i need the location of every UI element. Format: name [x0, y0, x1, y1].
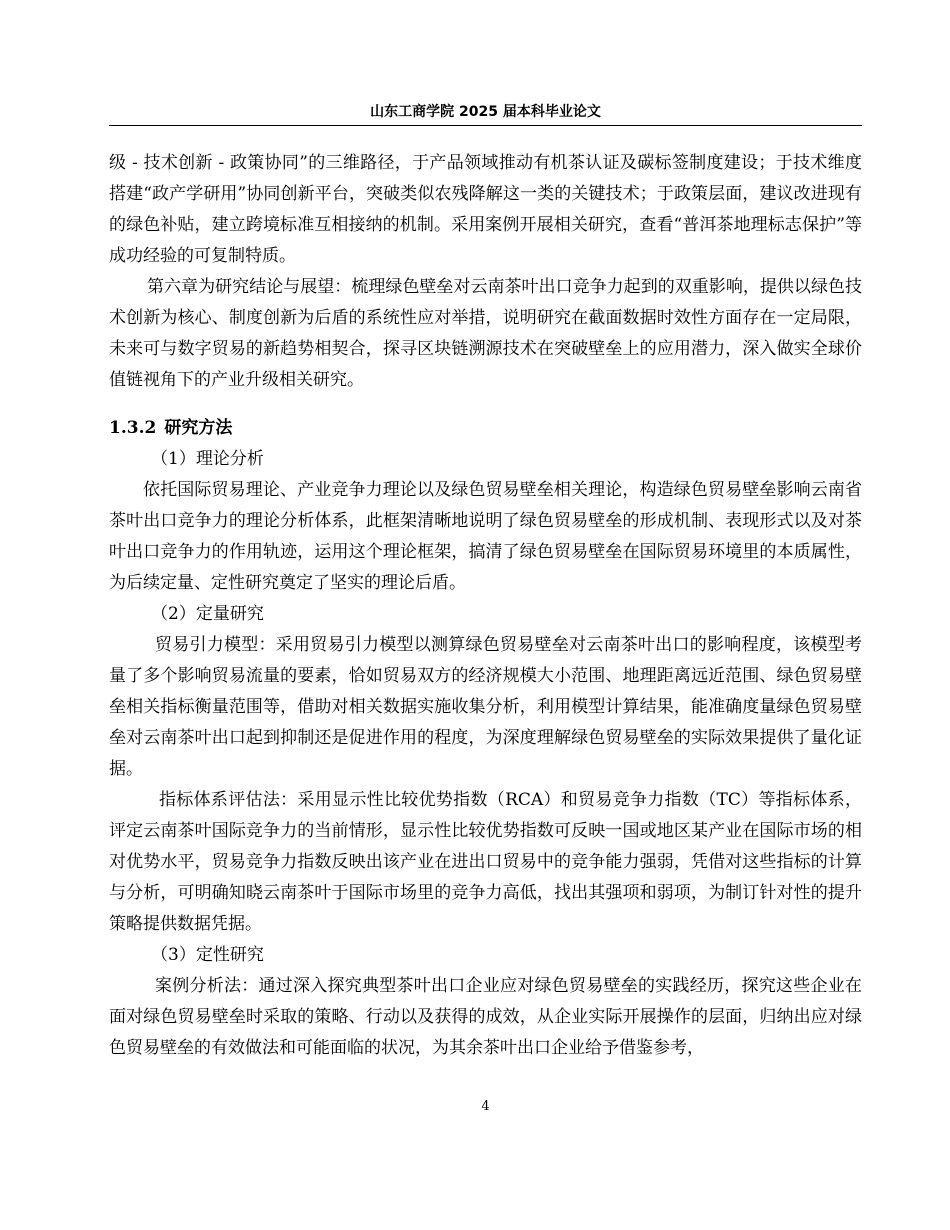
paragraph-index-system: 指标体系评估法：采用显示性比较优势指数（RCA）和贸易竞争力指数（TC）等指标体系，评定云南茶叶国际竞争力的当前情形，显示性比较优势指数可反映一国或地区某产业在国际市场的相对优势水平，贸易竞争力指数反映出该产业在进出口贸易中的竞争能力强弱，凭借对这些指标的计算与分析，可明确知晓云南茶叶于国际市场里的竞争力高低，找出其强项和弱项，为制订针对性的提升策略提供数据凭据。: [109, 790, 862, 934]
paragraph-case-analysis: 案例分析法：通过深入探究典型茶叶出口企业应对绿色贸易壁垒的实践经历，探究这些企业在面对绿色贸易壁垒时采取的策略、行动以及获得的成效，从企业实际开展操作的层面，归纳出应对绿色贸易壁垒的有效做法和可能面临的状况，为其余茶叶出口企业给予借鉴参考，: [109, 976, 862, 1058]
header-rule: [109, 125, 862, 126]
paragraph-chapter-six: 第六章为研究结论与展望：梳理绿色壁垒对云南茶叶出口竞争力起到的双重影响，提供以绿色技术创新为核心、制度创新为后盾的系统性应对举措，说明研究在截面数据时效性方面存在一定局限，未来可与数字贸易的新趋势相契合，探寻区块链溯源技术在突破壁垒上的应用潜力，深入做实全球价值链视角下的产业升级相关研究。: [109, 277, 862, 390]
paragraph-theory: 依托国际贸易理论、产业竞争力理论以及绿色贸易壁垒相关理论，构造绿色贸易壁垒影响云南省茶叶出口竞争力的理论分析体系，此框架清晰地说明了绿色贸易壁垒的形成机制、表现形式以及对茶叶出口竞争力的作用轨迹，运用这个理论框架，搞清了绿色贸易壁垒在国际贸易环境里的本质属性，为后续定量、定性研究奠定了坚实的理论后盾。: [109, 480, 862, 593]
section-title: 研究方法: [164, 418, 233, 438]
section-number: 1.3.2: [109, 418, 157, 438]
section-heading: [109, 413, 862, 444]
subsection-heading-quantitative: （2）定量研究: [151, 604, 264, 624]
paragraph-continued: 级 - 技术创新 - 政策协同”的三维路径，于产品领域推动有机茶认证及碳标签制度建设；于技术维度搭建“政产学研用”协同创新平台，突破类似农残降解这一类的关键技术；于政策层面，建议改进现有的绿色补贴，建立跨境标准互相接纳的机制。采用案例开展相关研究，查看“普洱茶地理标志保护”等成功经验的可复制特质。: [109, 153, 862, 266]
subsection-heading-theory: （1）理论分析: [151, 449, 264, 469]
page-number: 4: [481, 1099, 490, 1114]
running-header: 山东工商学院 2025 届本科毕业论文: [370, 104, 601, 120]
subsection-heading-qualitative: （3）定性研究: [151, 945, 264, 965]
paragraph-gravity-model: 贸易引力模型：采用贸易引力模型以测算绿色贸易壁垒对云南茶叶出口的影响程度，该模型考量了多个影响贸易流量的要素，恰如贸易双方的经济规模大小范围、地理距离远近范围、绿色贸易壁垒相关指标衡量范围等，借助对相关数据实施收集分析，利用模型计算结果，能准确度量绿色贸易壁垒对云南茶叶出口起到抑制还是促进作用的程度，为深度理解绿色贸易壁垒的实际效果提供了量化证据。: [109, 635, 862, 779]
page-body: [109, 148, 862, 1064]
